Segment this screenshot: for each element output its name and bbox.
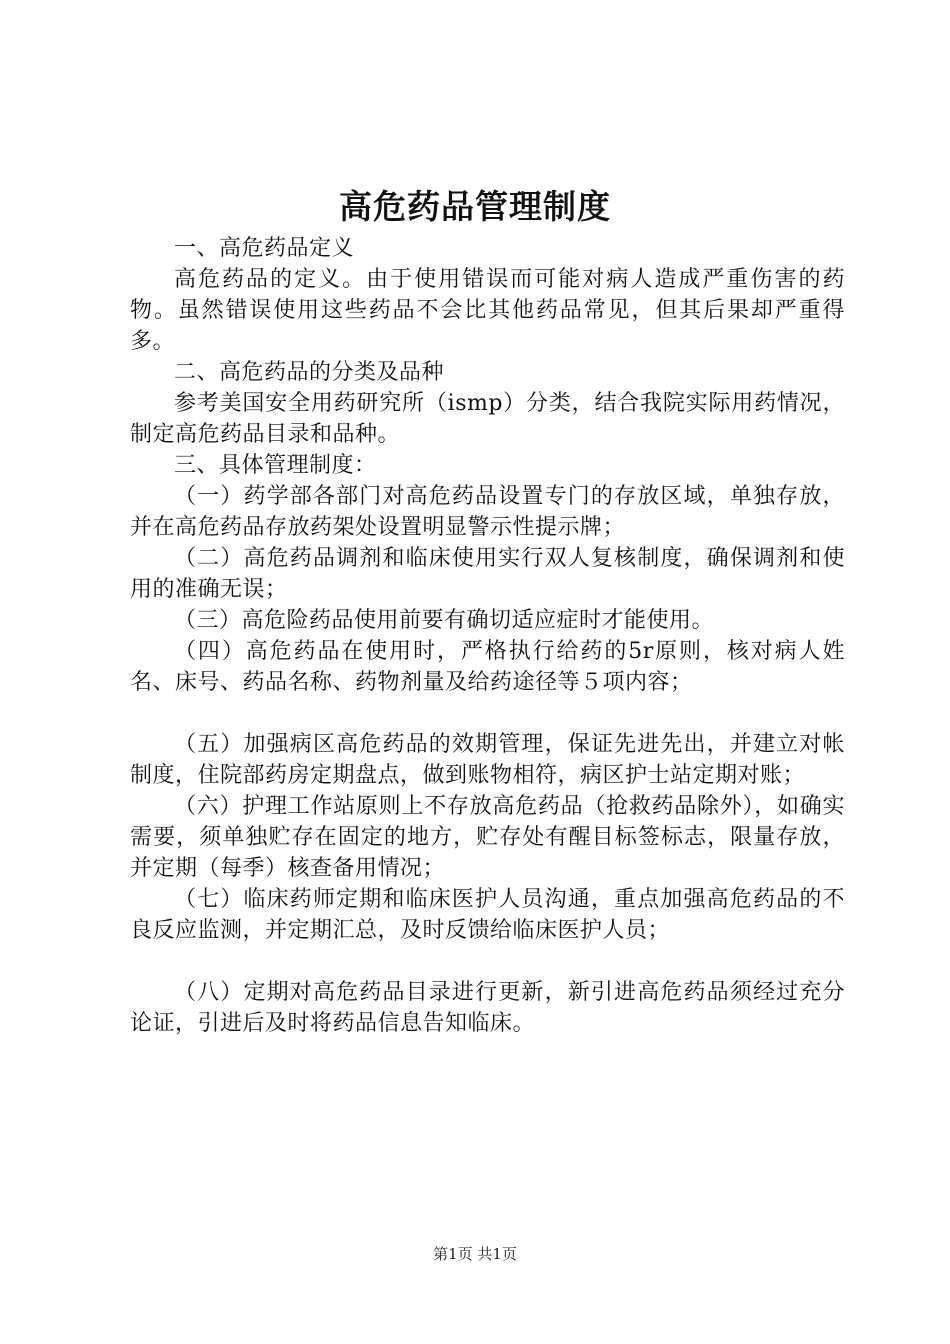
rule-item-2: （二）高危药品调剂和临床使用实行双人复核制度，确保调剂和使用的准确无误； xyxy=(130,546,845,602)
paragraph-classification: 参考美国安全用药研究所（ismp）分类，结合我院实际用药情况，制定高危药品目录和品种。 xyxy=(130,391,845,447)
rule-item-6: （六）护理工作站原则上不存放高危药品（抢救药品除外），如确实需要，须单独贮存在固定的地方，贮存处有醒目标签标志，限量存放，并定期（每季）核查备用情况； xyxy=(130,794,845,881)
document-body xyxy=(130,233,845,1039)
section-heading-classification: 二、高危药品的分类及品种 xyxy=(174,360,445,385)
rule-item-4: （四）高危药品在使用时，严格执行给药的5r原则，核对病人姓名、床号、药品名称、药物剂量及给药途径等５项内容； xyxy=(130,639,845,695)
rule-item-7: （七）临床药师定期和临床医护人员沟通，重点加强高危药品的不良反应监测，并定期汇总，及时反馈给临床医护人员； xyxy=(130,887,845,943)
page-title: 高危药品管理制度 xyxy=(339,187,611,226)
rule-item-1: （一）药学部各部门对高危药品设置专门的存放区域，单独存放，并在高危药品存放药架处设置明显警示性提示牌； xyxy=(130,484,845,540)
rule-item-8: （八）定期对高危药品目录进行更新，新引进高危药品须经过充分论证，引进后及时将药品信息告知临床。 xyxy=(130,980,845,1036)
rule-item-5: （五）加强病区高危药品的效期管理，保证先进先出，并建立对帐制度，住院部药房定期盘点，做到账物相符，病区护士站定期对账； xyxy=(130,732,845,788)
page-footer: 第1页 共1页 xyxy=(433,1245,517,1263)
paragraph-definition: 高危药品的定义。由于使用错误而可能对病人造成严重伤害的药物。虽然错误使用这些药品不会比其他药品常见，但其后果却严重得多。 xyxy=(130,267,845,354)
rule-item-3: （三）高危险药品使用前要有确切适应症时才能使用。 xyxy=(174,608,715,633)
section-heading-definition: 一、高危药品定义 xyxy=(174,236,355,261)
section-heading-rules: 三、具体管理制度： xyxy=(174,453,377,478)
